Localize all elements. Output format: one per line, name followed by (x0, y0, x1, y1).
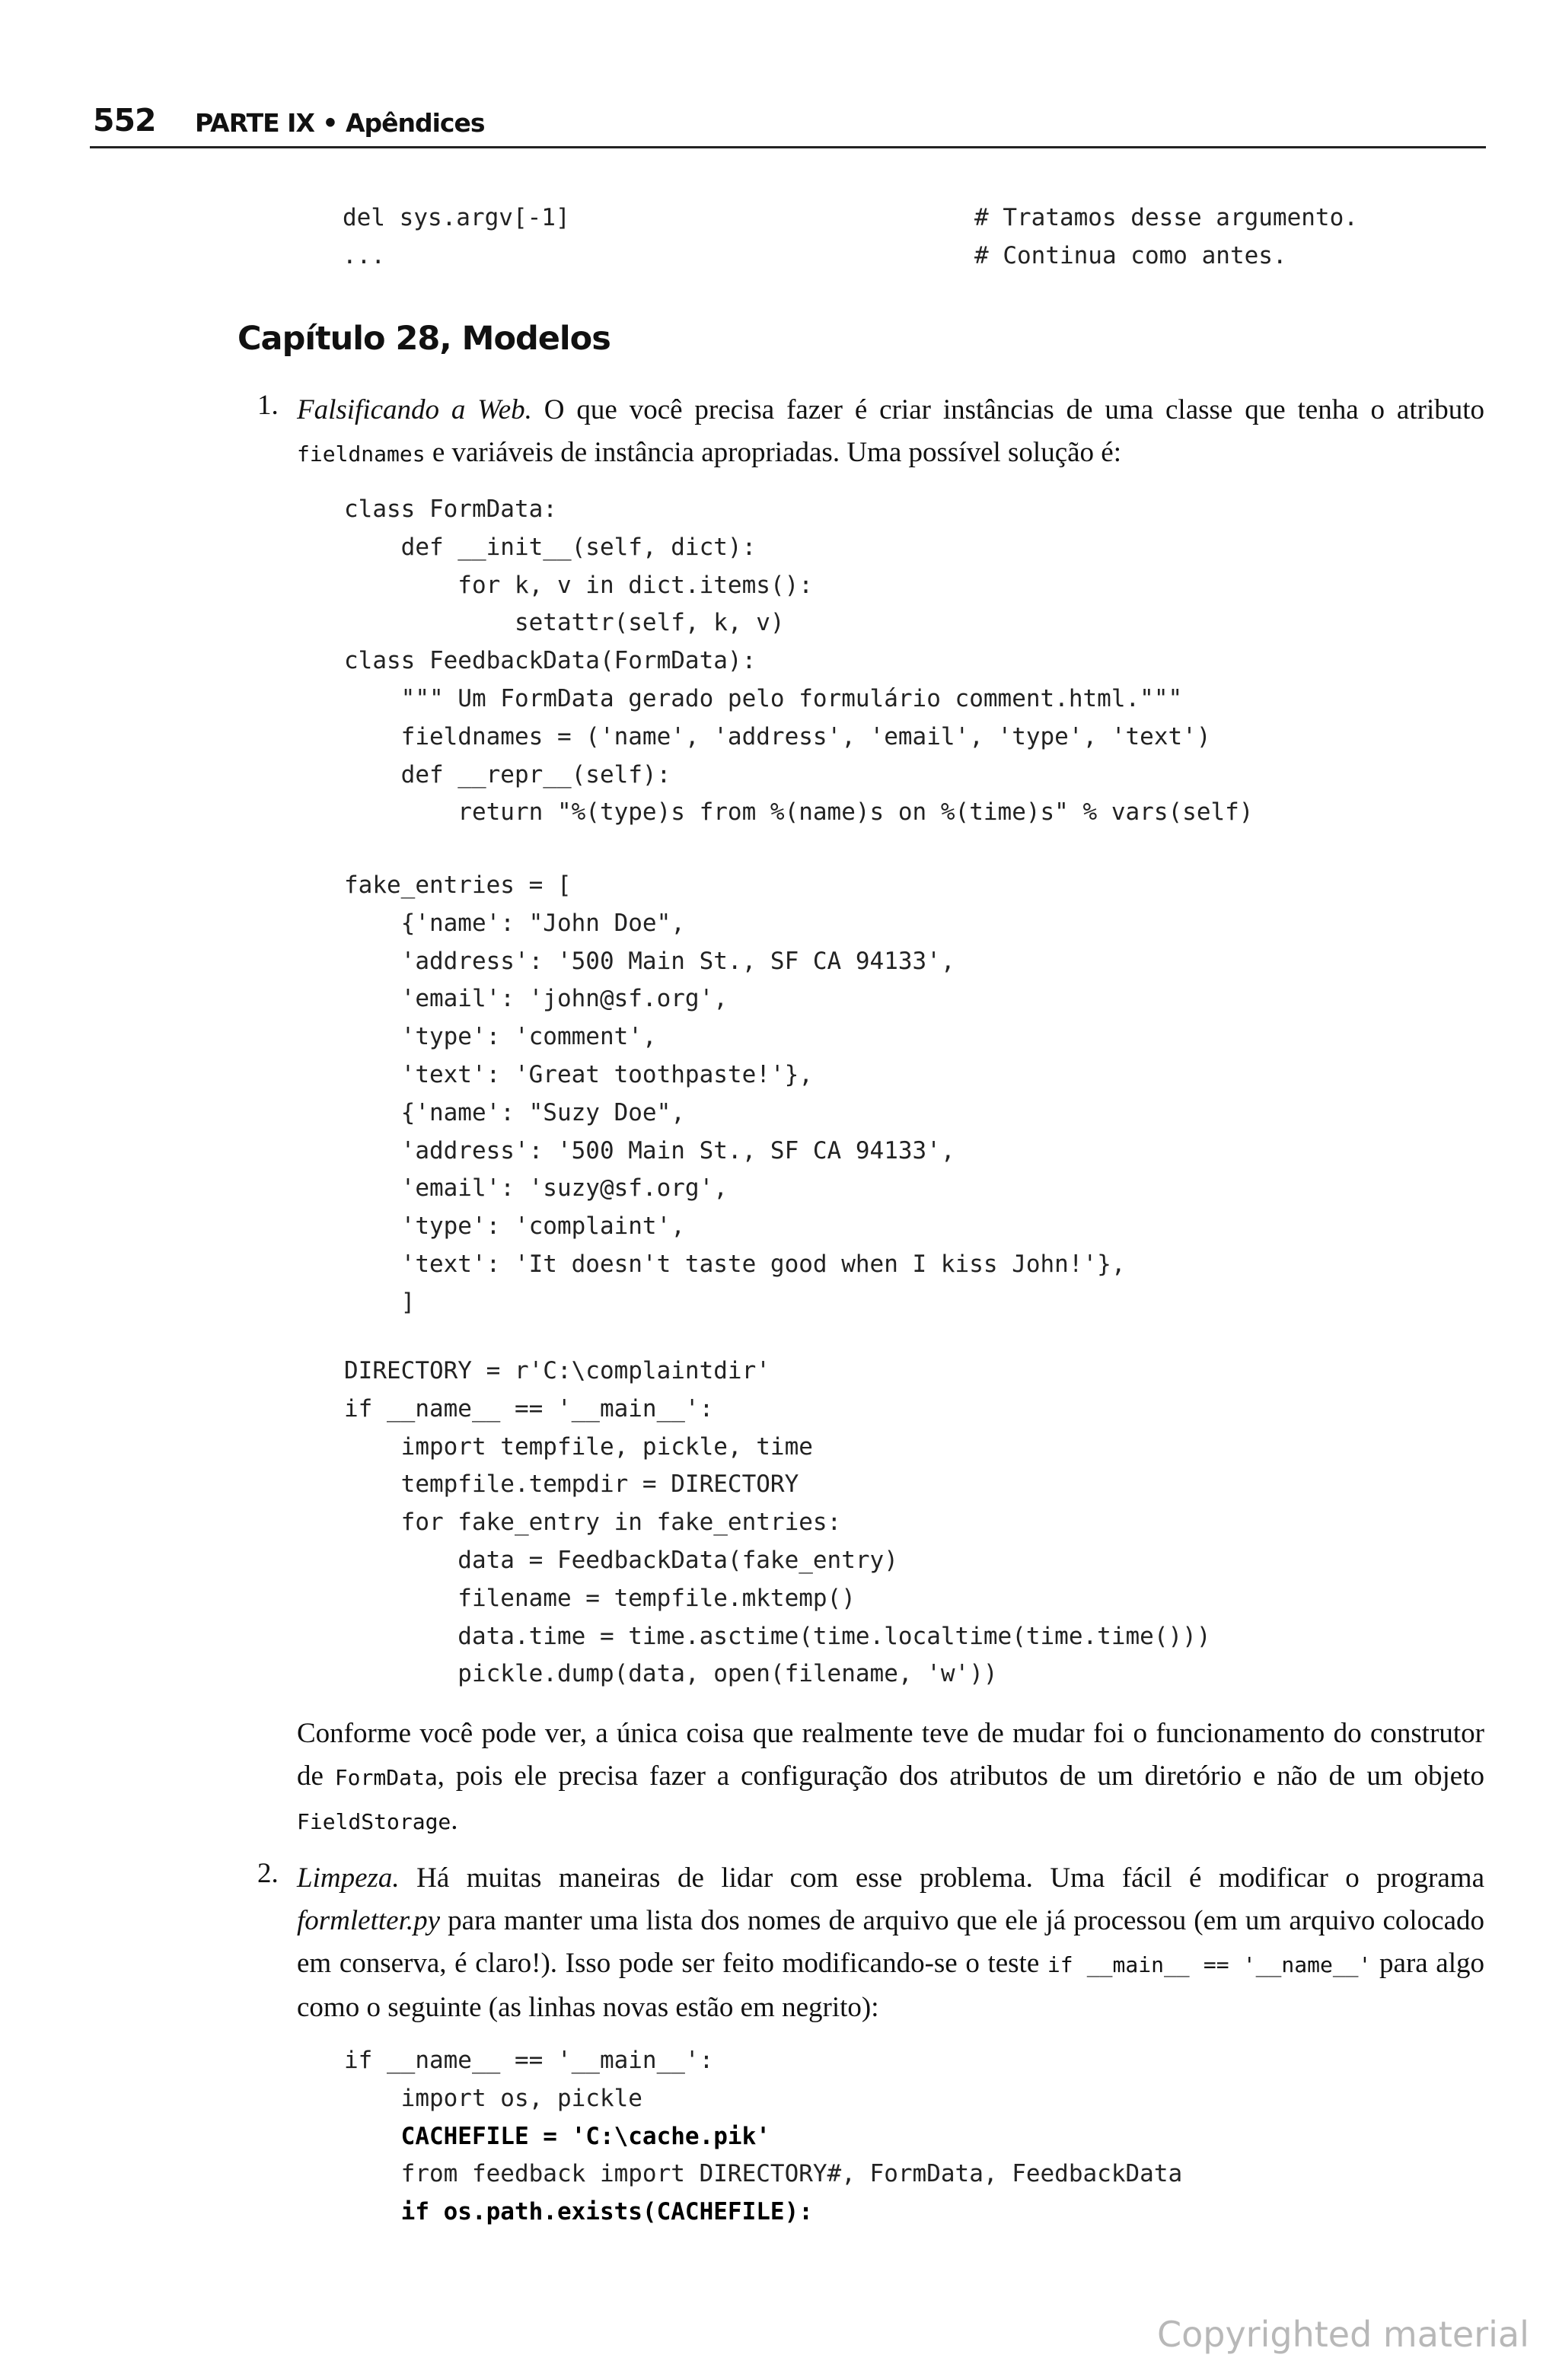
item-2-number: 2. (257, 1858, 279, 1889)
section-title: PARTE IX • Apêndices (195, 108, 485, 138)
item-1-title: Falsificando a Web. (297, 394, 532, 425)
inline-code: FieldStorage (297, 1809, 451, 1834)
page-number: 552 (93, 102, 156, 139)
code-block-cache (344, 2042, 1182, 2232)
item-1-conclusion: Conforme você pode ver, a única coisa que realmente teve de mudar foi o funcionamento do construtor de FormData, pois ele precisa fazer a configuração dos atributos de um diretório e não de um objeto FieldStorage. (297, 1718, 1484, 1836)
code-line: import os, pickle (344, 2084, 642, 2112)
code-block-fake-entries: fake_entries = [ {'name': "John Doe", 'address': '500 Main St., SF CA 94133', 'email': 'john@sf.org', 'type': 'comment', 'text': 'Great toothpaste!'}, {'name': "Suzy Doe", 'address': '500 Main St., SF CA 94133', 'email': 'suzy@sf.org', 'type': 'complaint', 'text': 'It doesn't taste good when I kiss John!'}, ] (344, 871, 1126, 1316)
inline-code: if __main__ == '__name__' (1047, 1952, 1372, 1977)
code-line: CACHEFILE = 'C:\cache.pik' (344, 2122, 770, 2150)
item-2-intro: Limpeza. Há muitas maneiras de lidar com esse problema. Uma fácil é modificar o programa formletter.py para manter uma lista dos nomes de arquivo que ele já processou (em um arquivo colocado em conserva, é claro!). Isso pode ser feito modificando-se o teste if __main__ == '__name__' para algo como o seguinte (as linhas novas estão em negrito): (297, 1862, 1484, 2023)
inline-code: FormData (334, 1765, 438, 1790)
item-2-title: Limpeza. (297, 1862, 400, 1894)
copyright-watermark: Copyrighted material (1157, 2314, 1529, 2355)
code-block-formdata: class FormData: def __init__(self, dict): for k, v in dict.items(): setattr(self, k, v) class FeedbackData(FormData): """ Um FormData gerado pelo formulário comment.html.""" fieldnames = ('name', 'address', 'email', 'type', 'text') def __repr__(self): return "%(type)s from %(name)s on %(time)s" % vars(self) (344, 495, 1254, 827)
code-line: if os.path.exists(CACHEFILE): (344, 2198, 813, 2226)
filename: formletter.py (297, 1905, 441, 1936)
code-block-main: DIRECTORY = r'C:\complaintdir' if __name__ == '__main__': import tempfile, pickle, time tempfile.tempdir = DIRECTORY for fake_entry in fake_entries: data = FeedbackData(fake_entry) filename = tempfile.mktemp() data.time = time.asctime(time.localtime(time.time())) pickle.dump(data, open(filename, 'w')) (344, 1357, 1211, 1688)
code-line: from feedback import DIRECTORY#, FormData, FeedbackData (344, 2160, 1183, 2188)
top-code-lines: del sys.argv[-1] ... (343, 204, 570, 269)
item-1-number: 1. (257, 390, 279, 421)
item-1-intro: Falsificando a Web. O que você precisa fazer é criar instâncias de uma classe que tenha o atributo fieldnames e variáveis de instância apropriadas. Uma possível solução é: (297, 394, 1484, 468)
page-header (90, 96, 1486, 148)
inline-code: fieldnames (297, 441, 426, 467)
top-code-comments: # Tratamos desse argumento. # Continua como antes. (974, 204, 1358, 269)
code-line: if __name__ == '__main__': (344, 2047, 714, 2074)
chapter-title: Capítulo 28, Modelos (238, 320, 611, 358)
